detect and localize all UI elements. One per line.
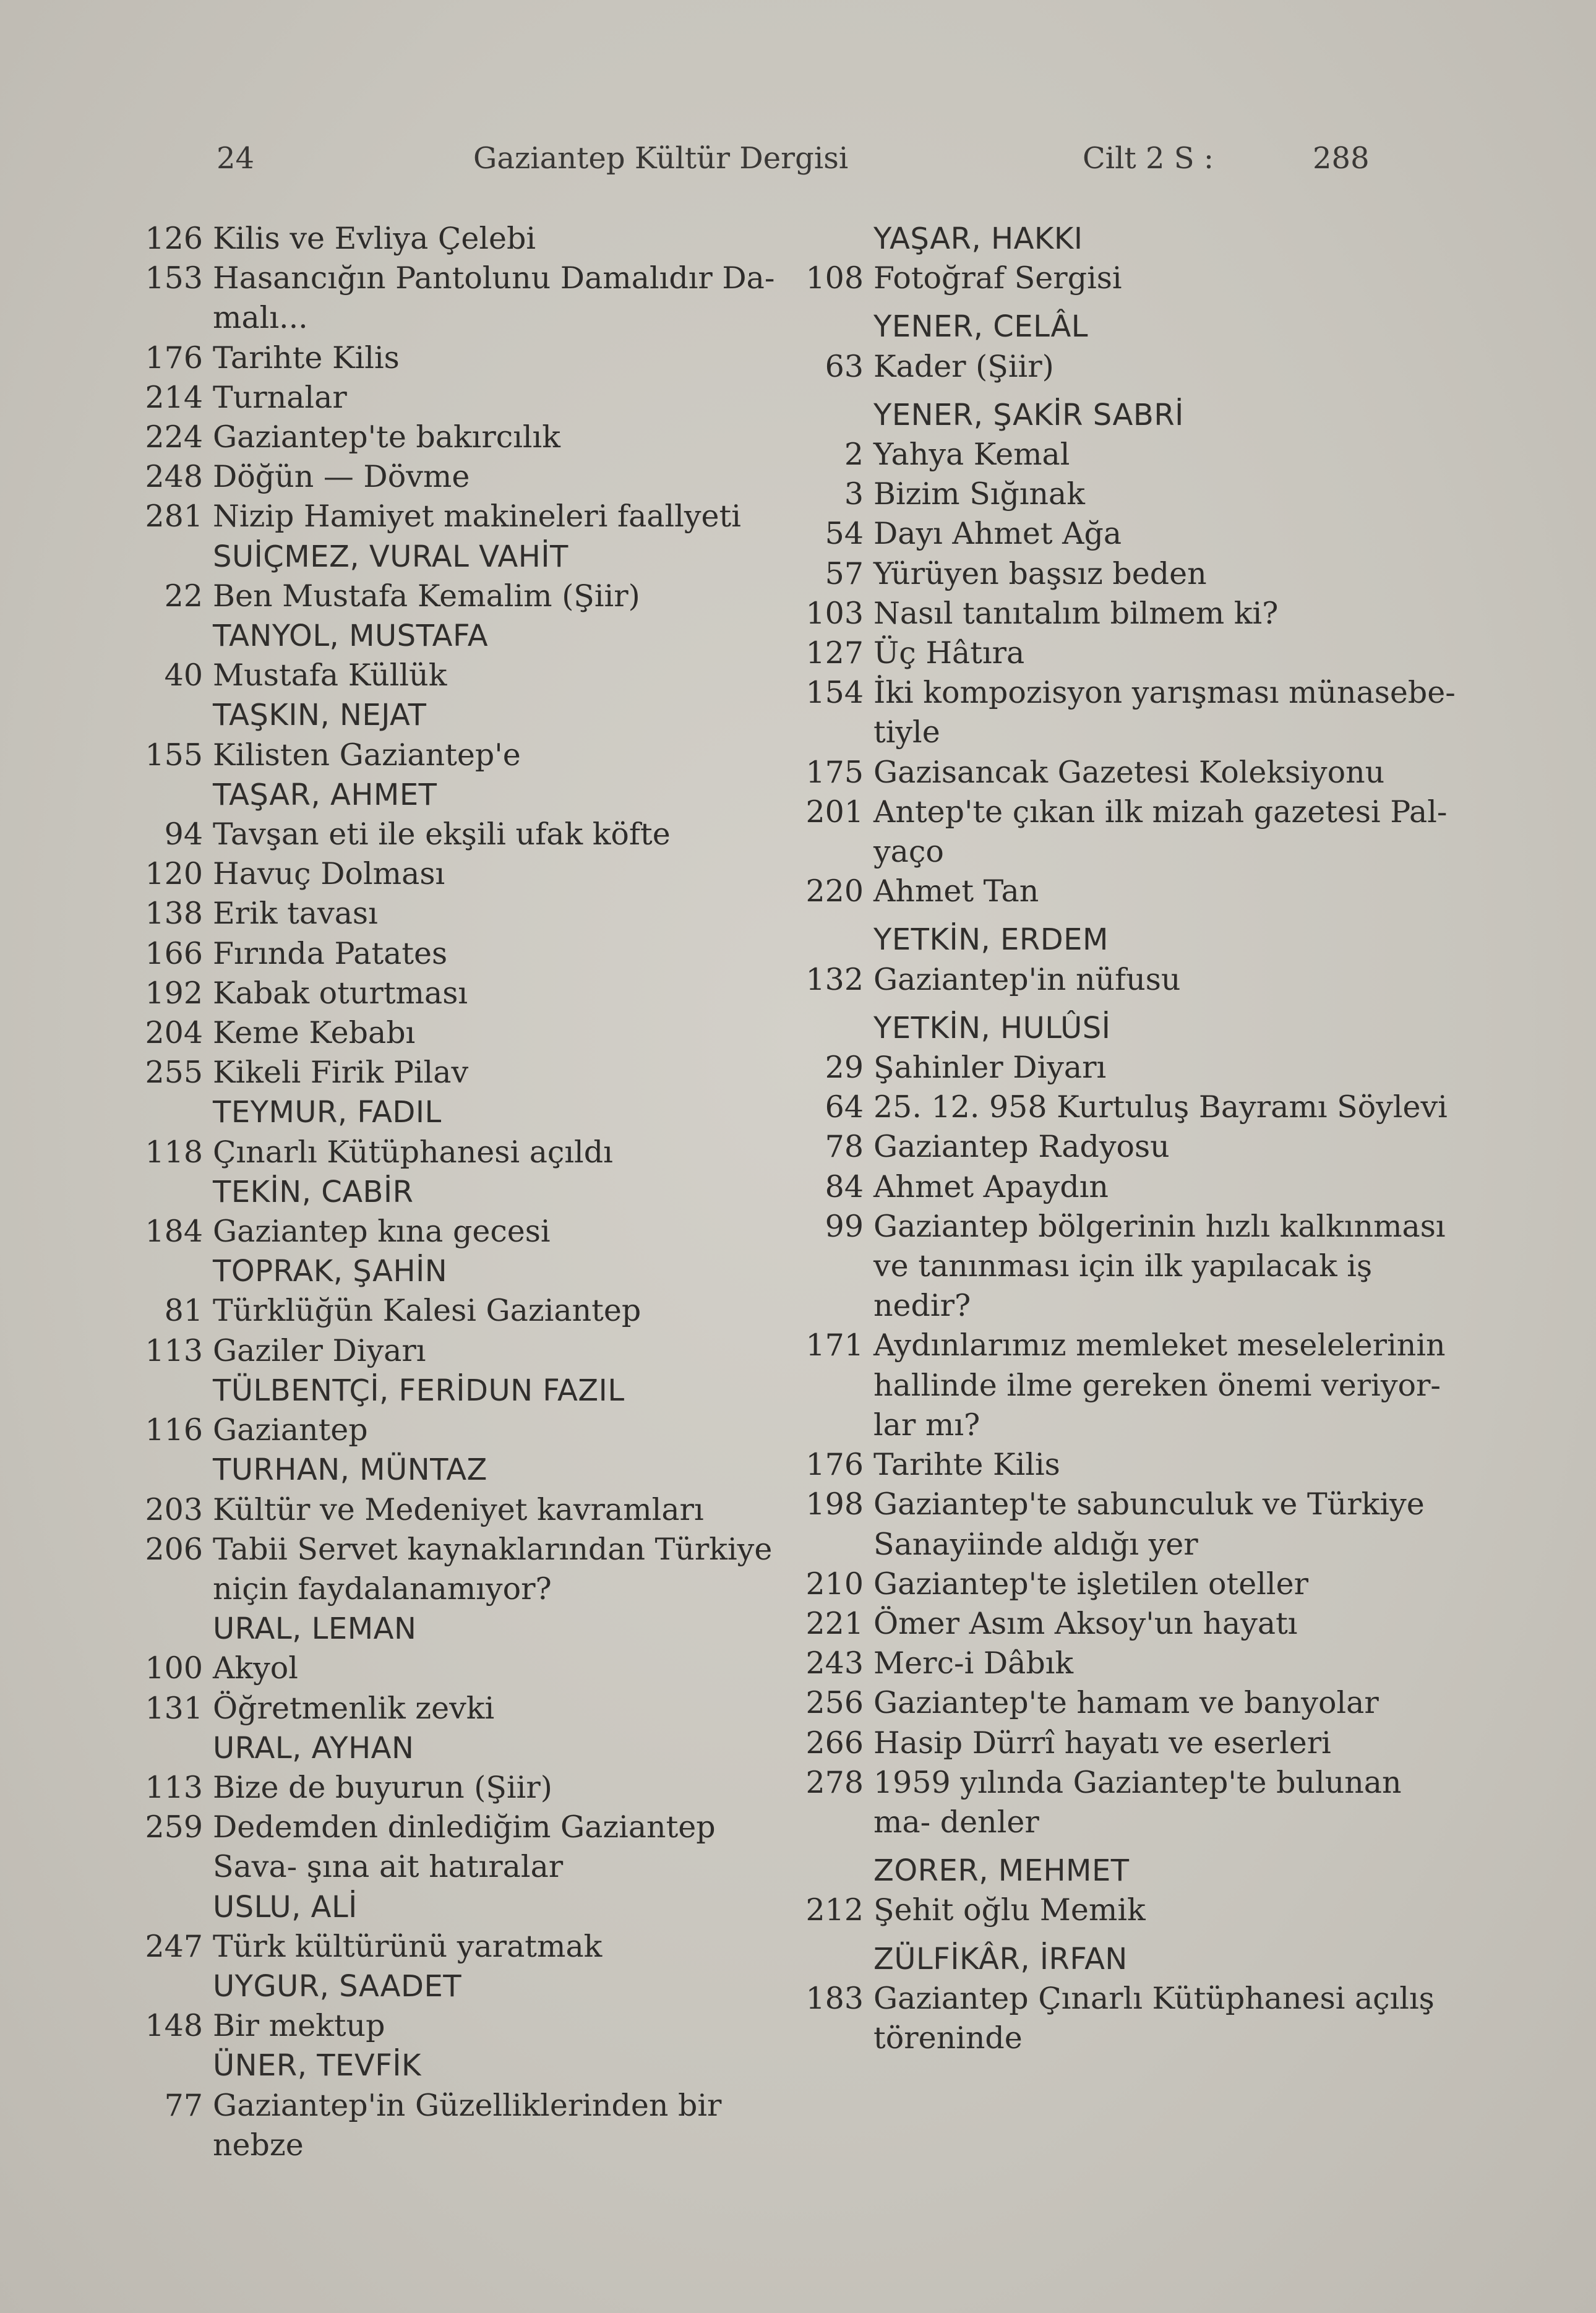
entry-page-number: 176 — [145, 340, 203, 375]
entry-page-number: 148 — [145, 2008, 203, 2044]
entry-title: Kilisten Gaziantep'e — [213, 737, 521, 773]
entry-title: Tarihte Kilis — [873, 1447, 1060, 1483]
entry-page-number: 29 — [825, 1050, 864, 1086]
entry-page-number: 2 — [844, 437, 864, 473]
entry-page-number: 3 — [844, 476, 864, 512]
entry-title: Kabak oturtması — [213, 975, 468, 1011]
entry-page-number: 175 — [805, 754, 864, 790]
entry-title: Gaziantep'in nüfusu — [873, 961, 1181, 997]
entry-page-number: 255 — [145, 1055, 203, 1091]
entry-page-number: 54 — [825, 516, 864, 552]
author-name: TEYMUR, FADIL — [213, 1095, 442, 1130]
entry-page-number: 243 — [805, 1646, 864, 1681]
entry-title: Keme Kebabı — [213, 1015, 416, 1051]
entry-page-number: 201 — [805, 794, 864, 830]
entry-title: Ömer Asım Aksoy'un hayatı — [873, 1605, 1298, 1641]
entry-page-number: 153 — [145, 260, 203, 296]
index-entry — [798, 1979, 1460, 2058]
index-entry — [798, 514, 1460, 554]
index-entry — [798, 753, 1460, 792]
entry-page-number: 103 — [805, 595, 864, 631]
entry-title: Çınarlı Kütüphanesi açıldı — [213, 1134, 613, 1170]
author-name: UYGUR, SAADET — [213, 1968, 462, 2004]
page-header — [0, 141, 1596, 191]
entry-page-number: 220 — [805, 873, 864, 909]
author-name: URAL, LEMAN — [213, 1611, 417, 1647]
index-entry — [798, 347, 1460, 387]
entry-title: Erik tavası — [213, 896, 378, 932]
index-entry — [136, 2006, 792, 2046]
entry-title: Mustafa Küllük — [213, 658, 447, 693]
index-entry — [136, 1013, 792, 1053]
entry-title: Fırında Patates — [213, 935, 448, 971]
entry-page-number: 40 — [164, 658, 203, 693]
index-entry — [798, 594, 1460, 633]
entry-title: Aydınlarımız memleket meselelerinin hallinde ilme gereken önemi veriyor- lar mı? — [873, 1328, 1446, 1443]
index-column-left — [136, 219, 792, 2165]
entry-page-number: 132 — [805, 961, 864, 997]
index-entry — [798, 792, 1460, 872]
entry-page-number: 256 — [805, 1685, 864, 1721]
author-name: TURHAN, MÜNTAZ — [213, 1453, 487, 1488]
index-entry — [136, 1331, 792, 1371]
index-entry — [798, 1167, 1460, 1207]
author-name: TAŞAR, AHMET — [213, 777, 437, 812]
author-name: YENER, CELÂL — [873, 309, 1089, 345]
entry-page-number: 192 — [145, 975, 203, 1011]
entry-page-number: 118 — [145, 1134, 203, 1170]
index-entry — [798, 1683, 1460, 1723]
author-name: YETKİN, ERDEM — [873, 922, 1109, 958]
index-entry — [136, 497, 792, 536]
entry-page-number: 100 — [145, 1650, 203, 1686]
index-entry — [136, 259, 792, 338]
entry-title: Antep'te çıkan ilk mizah gazetesi Pal- yaço — [873, 794, 1448, 870]
index-entry — [136, 974, 792, 1013]
index-entry — [798, 554, 1460, 594]
index-entry — [798, 1326, 1460, 1445]
index-entry — [136, 1689, 792, 1728]
index-entry — [136, 2086, 792, 2165]
index-column-right — [798, 219, 1460, 2058]
author-name: TEKİN, CABİR — [213, 1174, 414, 1209]
entry-title: 25. 12. 958 Kurtuluş Bayramı Söylevi — [873, 1089, 1448, 1125]
entry-title: Gaziantep kına gecesi — [213, 1214, 551, 1250]
entry-page-number: 155 — [145, 737, 203, 773]
entry-title: Akyol — [213, 1650, 298, 1686]
author-name: ÜNER, TEVFİK — [213, 2048, 421, 2083]
entry-page-number: 116 — [145, 1412, 203, 1448]
entry-page-number: 78 — [825, 1129, 864, 1165]
page-number: 24 — [217, 141, 255, 176]
author-name: YENER, ŞAKİR SABRİ — [873, 397, 1184, 432]
index-entry — [136, 577, 792, 616]
entry-title: Bizim Sığınak — [873, 476, 1085, 512]
entry-page-number: 203 — [145, 1491, 203, 1527]
entry-page-number: 248 — [145, 459, 203, 495]
entry-page-number: 131 — [145, 1690, 203, 1726]
author-name: USLU, ALİ — [213, 1889, 358, 1925]
index-entry — [136, 656, 792, 695]
index-entry — [136, 1490, 792, 1530]
index-entry — [798, 1485, 1460, 1564]
entry-title: Türklüğün Kalesi Gaziantep — [213, 1293, 641, 1329]
entry-title: Kikeli Firik Pilav — [213, 1055, 469, 1091]
entry-title: Gaziler Diyarı — [213, 1332, 426, 1368]
index-entry — [798, 1048, 1460, 1088]
entry-page-number: 171 — [805, 1328, 864, 1363]
index-entry — [136, 1212, 792, 1251]
author-name: ZÜLFİKÂR, İRFAN — [873, 1941, 1128, 1976]
author-name: ZORER, MEHMET — [873, 1853, 1130, 1889]
entry-page-number: 176 — [805, 1447, 864, 1483]
index-entry — [136, 854, 792, 894]
index-entry — [798, 1564, 1460, 1604]
author-name: URAL, AYHAN — [213, 1730, 414, 1766]
index-entry — [136, 1133, 792, 1172]
author-name: TOPRAK, ŞAHİN — [213, 1254, 448, 1289]
entry-page-number: 204 — [145, 1015, 203, 1051]
entry-page-number: 81 — [164, 1293, 203, 1329]
entry-page-number: 212 — [805, 1892, 864, 1928]
entry-title: Kader (Şiir) — [873, 348, 1054, 384]
journal-title: Gaziantep Kültür Dergisi — [473, 141, 849, 176]
entry-page-number: 206 — [145, 1531, 203, 1567]
entry-page-number: 259 — [145, 1809, 203, 1845]
index-entry — [798, 1723, 1460, 1763]
index-entry — [136, 1530, 792, 1609]
entry-page-number: 266 — [805, 1725, 864, 1761]
entry-title: Öğretmenlik zevki — [213, 1690, 495, 1726]
index-entry — [136, 934, 792, 974]
entry-title: Fotoğraf Sergisi — [873, 260, 1122, 296]
index-entry — [798, 872, 1460, 911]
index-entry — [136, 378, 792, 418]
entry-title: Turnalar — [213, 379, 347, 415]
entry-title: Gaziantep'te işletilen oteller — [873, 1566, 1309, 1602]
entry-page-number: 278 — [805, 1764, 864, 1800]
index-entry — [798, 435, 1460, 474]
entry-title: Şahinler Diyarı — [873, 1050, 1107, 1086]
entry-title: Bize de buyurun (Şiir) — [213, 1769, 552, 1805]
entry-page-number: 127 — [805, 635, 864, 671]
index-entry — [136, 1808, 792, 1887]
index-entry — [136, 1410, 792, 1450]
entry-title: Kilis ve Evliya Çelebi — [213, 221, 536, 256]
entry-title: Türk kültürünü yaratmak — [213, 1928, 603, 1964]
entry-page-number: 166 — [145, 935, 203, 971]
entry-title: Gaziantep Radyosu — [873, 1129, 1170, 1165]
entry-title: Ahmet Tan — [873, 873, 1039, 909]
index-entry — [136, 418, 792, 457]
author-name: TÜLBENTÇİ, FERİDUN FAZIL — [213, 1373, 625, 1408]
entry-title: İki kompozisyon yarışması münasebe- tiyle — [873, 675, 1456, 750]
index-entry — [798, 1088, 1460, 1127]
author-name: SUİÇMEZ, VURAL VAHİT — [213, 539, 568, 574]
entry-page-number: 120 — [145, 856, 203, 892]
entry-page-number: 210 — [805, 1566, 864, 1602]
entry-title: Bir mektup — [213, 2008, 385, 2044]
entry-page-number: 224 — [145, 419, 203, 455]
entry-title: Gaziantep'te bakırcılık — [213, 419, 560, 455]
author-name: TANYOL, MUSTAFA — [213, 619, 489, 654]
index-entry — [136, 736, 792, 775]
entry-page-number: 198 — [805, 1487, 864, 1522]
index-entry — [136, 1291, 792, 1331]
entry-title: Dayı Ahmet Ağa — [873, 516, 1122, 552]
entry-title: Merc-i Dâbık — [873, 1646, 1074, 1681]
entry-title: Kültür ve Medeniyet kavramları — [213, 1491, 704, 1527]
index-entry — [798, 1644, 1460, 1683]
entry-page-number: 281 — [145, 499, 203, 534]
entry-title: Hasancığın Pantolunu Damalıdır Da- malı... — [213, 260, 775, 336]
entry-title: Döğün — Dövme — [213, 459, 470, 495]
entry-page-number: 214 — [145, 379, 203, 415]
entry-page-number: 247 — [145, 1928, 203, 1964]
entry-page-number: 84 — [825, 1169, 864, 1204]
entry-page-number: 154 — [805, 675, 864, 711]
entry-page-number: 126 — [145, 221, 203, 256]
entry-title: Üç Hâtıra — [873, 635, 1025, 671]
entry-title: Gaziantep Çınarlı Kütüphanesi açılış töreninde — [873, 1980, 1435, 2056]
entry-page-number: 113 — [145, 1769, 203, 1805]
index-entry — [136, 1053, 792, 1092]
entry-page-number: 183 — [805, 1980, 864, 2016]
index-entry — [798, 474, 1460, 514]
entry-page-number: 138 — [145, 896, 203, 932]
issue-label: Cilt 2 S : — [1083, 141, 1214, 176]
entry-title: Tavşan eti ile ekşili ufak köfte — [213, 817, 671, 852]
entry-page-number: 64 — [825, 1089, 864, 1125]
entry-title: Tabii Servet kaynaklarından Türkiye niçin faydalanamıyor? — [213, 1531, 773, 1607]
entry-page-number: 113 — [145, 1332, 203, 1368]
index-entry — [798, 673, 1460, 752]
entry-title: Havuç Dolması — [213, 856, 445, 892]
index-entry — [136, 815, 792, 854]
entry-title: Ahmet Apaydın — [873, 1169, 1109, 1204]
author-name: TAŞKIN, NEJAT — [213, 698, 427, 733]
index-entry — [136, 338, 792, 378]
index-entry — [798, 1445, 1460, 1485]
entry-title: Tarihte Kilis — [213, 340, 400, 375]
author-name: YAŞAR, HAKKI — [873, 221, 1083, 256]
entry-title: Nasıl tanıtalım bilmem ki? — [873, 595, 1279, 631]
index-entry — [798, 633, 1460, 673]
entry-title: Nizip Hamiyet makineleri faallyeti — [213, 499, 741, 534]
index-entry — [798, 1127, 1460, 1167]
entry-title: Gaziantep'te hamam ve banyolar — [873, 1685, 1379, 1721]
entry-title: 1959 yılında Gaziantep'te bulunan ma- denler — [873, 1764, 1402, 1840]
entry-page-number: 63 — [825, 348, 864, 384]
entry-page-number: 221 — [805, 1605, 864, 1641]
entry-page-number: 99 — [825, 1208, 864, 1244]
issue-page-number: 288 — [1313, 141, 1370, 176]
entry-page-number: 94 — [164, 817, 203, 852]
entry-title: Hasip Dürrî hayatı ve eserleri — [873, 1725, 1331, 1761]
entry-page-number: 57 — [825, 556, 864, 591]
entry-page-number: 22 — [164, 578, 203, 614]
entry-title: Gazisancak Gazetesi Koleksiyonu — [873, 754, 1385, 790]
entry-title: Ben Mustafa Kemalim (Şiir) — [213, 578, 640, 614]
index-entry — [136, 219, 792, 259]
index-entry — [136, 1768, 792, 1808]
entry-title: Gaziantep'in Güzelliklerinden bir nebze — [213, 2087, 722, 2163]
index-entry — [136, 894, 792, 933]
entry-page-number: 77 — [164, 2087, 203, 2123]
entry-title: Gaziantep — [213, 1412, 368, 1448]
index-entry — [798, 259, 1460, 298]
index-entry — [136, 1927, 792, 1967]
entry-title: Şehit oğlu Memik — [873, 1892, 1146, 1928]
author-name: YETKİN, HULÛSİ — [873, 1010, 1111, 1045]
entry-page-number: 108 — [805, 260, 864, 296]
index-entry — [136, 457, 792, 497]
index-entry — [798, 1604, 1460, 1644]
index-entry — [798, 1890, 1460, 1930]
entry-page-number: 184 — [145, 1214, 203, 1250]
entry-title: Dedemden dinlediğim Gaziantep Sava- şına ait hatıralar — [213, 1809, 716, 1885]
entry-title: Gaziantep'te sabunculuk ve Türkiye Sanayiinde aldığı yer — [873, 1487, 1425, 1562]
index-entry — [136, 1649, 792, 1688]
entry-title: Yürüyen başsız beden — [873, 556, 1207, 591]
index-entry — [798, 960, 1460, 1000]
index-entry — [798, 1763, 1460, 1842]
index-entry — [798, 1207, 1460, 1326]
entry-title: Yahya Kemal — [873, 437, 1070, 473]
entry-title: Gaziantep bölgerinin hızlı kalkınması ve tanınması için ilk yapılacak iş nedir? — [873, 1208, 1446, 1324]
